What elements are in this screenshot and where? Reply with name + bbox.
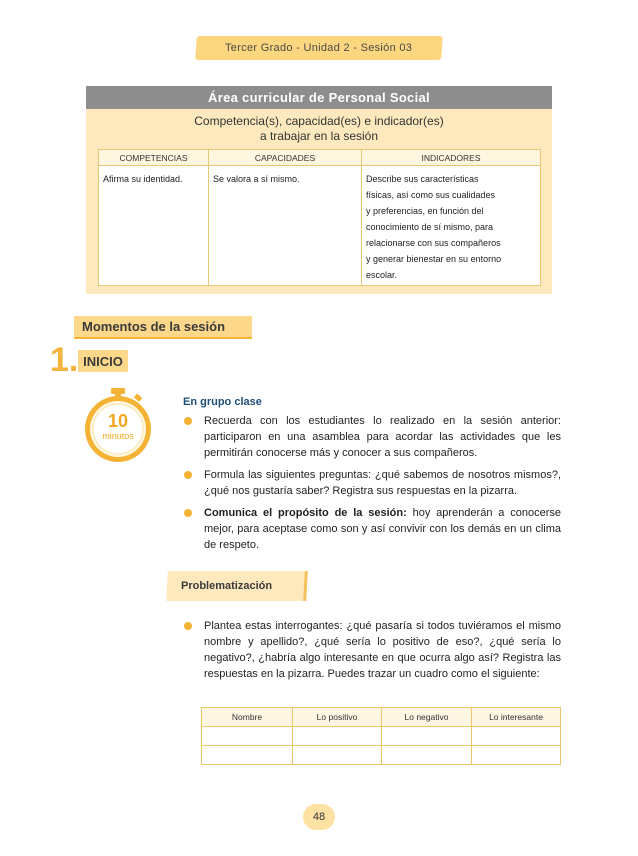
col-header-negativo: Lo negativo: [382, 708, 472, 727]
table-cell: [472, 727, 561, 746]
grupo-clase-title: En grupo clase: [183, 396, 262, 408]
page-number: 48: [303, 804, 335, 830]
table-cell: [293, 727, 382, 746]
area-curricular-box: [86, 86, 552, 294]
nombre-table: [201, 707, 561, 765]
session-label: Tercer Grado - Unidad 2 - Sesión 03: [225, 42, 413, 54]
bullet-dot-icon: [184, 417, 192, 425]
col-header-indicadores: INDICADORES: [362, 150, 541, 166]
problematizacion-tag: [166, 571, 308, 601]
table-cell: [472, 746, 561, 765]
col-header-interesante: Lo interesante: [472, 708, 561, 727]
table-cell: [382, 727, 472, 746]
indicador-line: y generar bienestar en su entorno: [366, 254, 502, 264]
competencias-heading: [86, 114, 552, 144]
col-header-nombre: Nombre: [202, 708, 293, 727]
col-header-capacidades: CAPACIDADES: [209, 150, 362, 166]
bullet-text: Plantea estas interrogantes: ¿qué pasaría si todos tuviéramos el mismo nombre y apellido?, ¿qué sería lo positivo de eso?, ¿qué sería lo negativo?, ¿habría algo interesante en que ocurra algo así? Registra las respuestas en la pizarra. Puedes trazar un cuadro como el siguiente:: [204, 620, 561, 680]
table-cell: [202, 746, 293, 765]
table-cell: [293, 746, 382, 765]
competencias-heading-line1: Competencia(s), capacidad(es) e indicador(es): [194, 114, 444, 128]
bullet-dot-icon: [184, 622, 192, 630]
timer-badge: [78, 385, 158, 465]
problematizacion-label: Problematización: [181, 580, 273, 592]
table-cell: [202, 727, 293, 746]
bullet-dot-icon: [184, 509, 192, 517]
table-cell: [382, 746, 472, 765]
indicador-line: escolar.: [366, 270, 398, 280]
bullet-dot-icon: [184, 471, 192, 479]
momentos-heading: Momentos de la sesión: [74, 316, 252, 339]
indicador-line: físicas, así como sus cualidades: [366, 190, 496, 200]
header-banner: [195, 36, 443, 60]
list-item: [183, 467, 561, 499]
competencias-heading-line2: a trabajar en la sesión: [259, 129, 379, 143]
bullet-text: hoy aprenderán a conocerse mejor, para aceptase como son y así convivir con los demás en un clima de respeto.: [204, 507, 561, 551]
inicio-bullet-list: [183, 413, 561, 559]
cell-capacidad: Se valora a sí mismo.: [209, 166, 362, 286]
indicador-line: y preferencias, en función del: [366, 206, 484, 216]
section-number: 1.: [50, 341, 79, 379]
inicio-label: INICIO: [78, 350, 128, 372]
col-header-competencias: COMPETENCIAS: [99, 150, 209, 166]
bullet-text: Formula las siguientes preguntas: ¿qué sabemos de nosotros mismos?, ¿qué nos gustaría saber? Registra sus respuestas en la pizarra.: [204, 469, 561, 497]
table-row: [202, 727, 561, 746]
table-row: [202, 746, 561, 765]
problematizacion-bullet-list: [183, 618, 561, 688]
timer-value: 10: [107, 411, 129, 431]
list-item: [183, 413, 561, 461]
area-title: Área curricular de Personal Social: [86, 86, 552, 109]
indicador-line: Describe sus características: [366, 174, 479, 184]
bullet-text: Recuerda con los estudiantes lo realizado en la sesión anterior: participaron en una asamblea para acordar las actividades que les permitirán conocerse más y conocer a sus compañeros.: [204, 415, 561, 459]
list-item: [183, 505, 561, 553]
cell-competencia: Afirma su identidad.: [99, 166, 209, 286]
list-item: [183, 618, 561, 682]
indicador-line: relacionarse con sus compañeros: [366, 238, 501, 248]
timer-unit: minutos: [102, 431, 134, 441]
bullet-bold-text: Comunica el propósito de la sesión:: [204, 507, 407, 519]
col-header-positivo: Lo positivo: [293, 708, 382, 727]
competencias-table: [98, 149, 541, 286]
cell-indicador: [362, 166, 541, 286]
indicador-line: conocimiento de sí mismo, para: [366, 222, 494, 232]
